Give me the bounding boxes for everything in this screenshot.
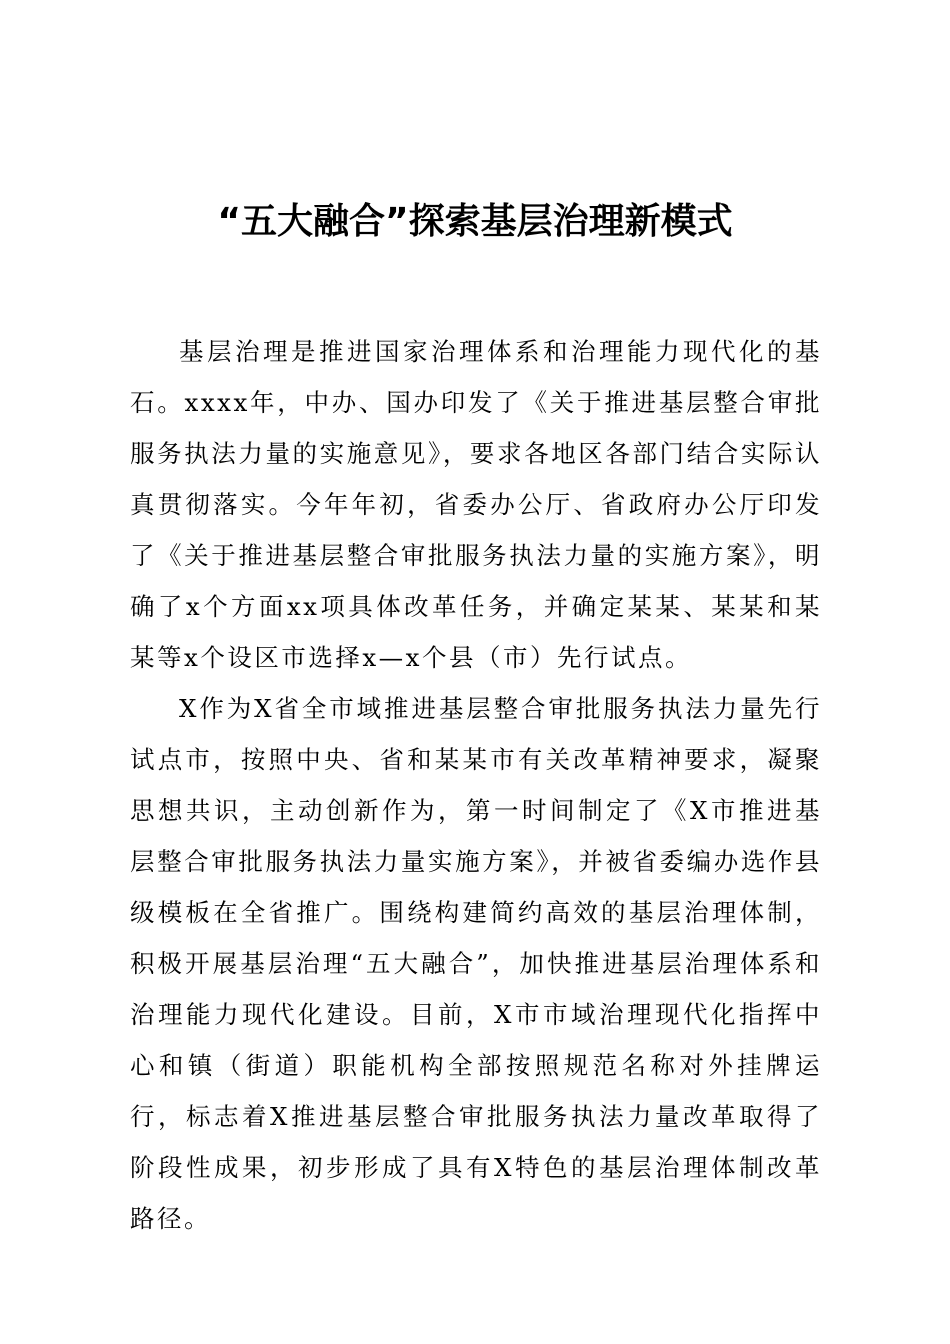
paragraph-2: X作为X省全市域推进基层整合审批服务执法力量先行试点市，按照中央、省和某某市有关改革精神要求，凝聚思想共识，主动创新作为，第一时间制定了《X市推进基层整合审批服务执法力量实施方案》，并被省委编办选作县级模板在全省推广。围绕构建简约高效的基层治理体制，积极开展基层治理“五大融合”，加快推进基层治理体系和治理能力现代化建设。目前，X市市域治理现代化指挥中心和镇（街道）职能机构全部按照规范名称对外挂牌运行，标志着X推进基层整合审批服务执法力量改革取得了阶段性成果，初步形成了具有X特色的基层治理体制改革路径。 [130,694,822,1233]
paragraph-1: 基层治理是推进国家治理体系和治理能力现代化的基石。xxxx年，中办、国办印发了《关于推进基层整合审批服务执法力量的实施意见》，要求各地区各部门结合实际认真贯彻落实。今年年初，省委办公厅、省政府办公厅印发了《关于推进基层整合审批服务执法力量的实施方案》，明确了x个方面xx项具体改革任务，并确定某某、某某和某某等x个设区市选择x—x个县（市）先行试点。 [130,337,822,672]
document-title: “五大融合”探索基层治理新模式 [217,201,733,242]
